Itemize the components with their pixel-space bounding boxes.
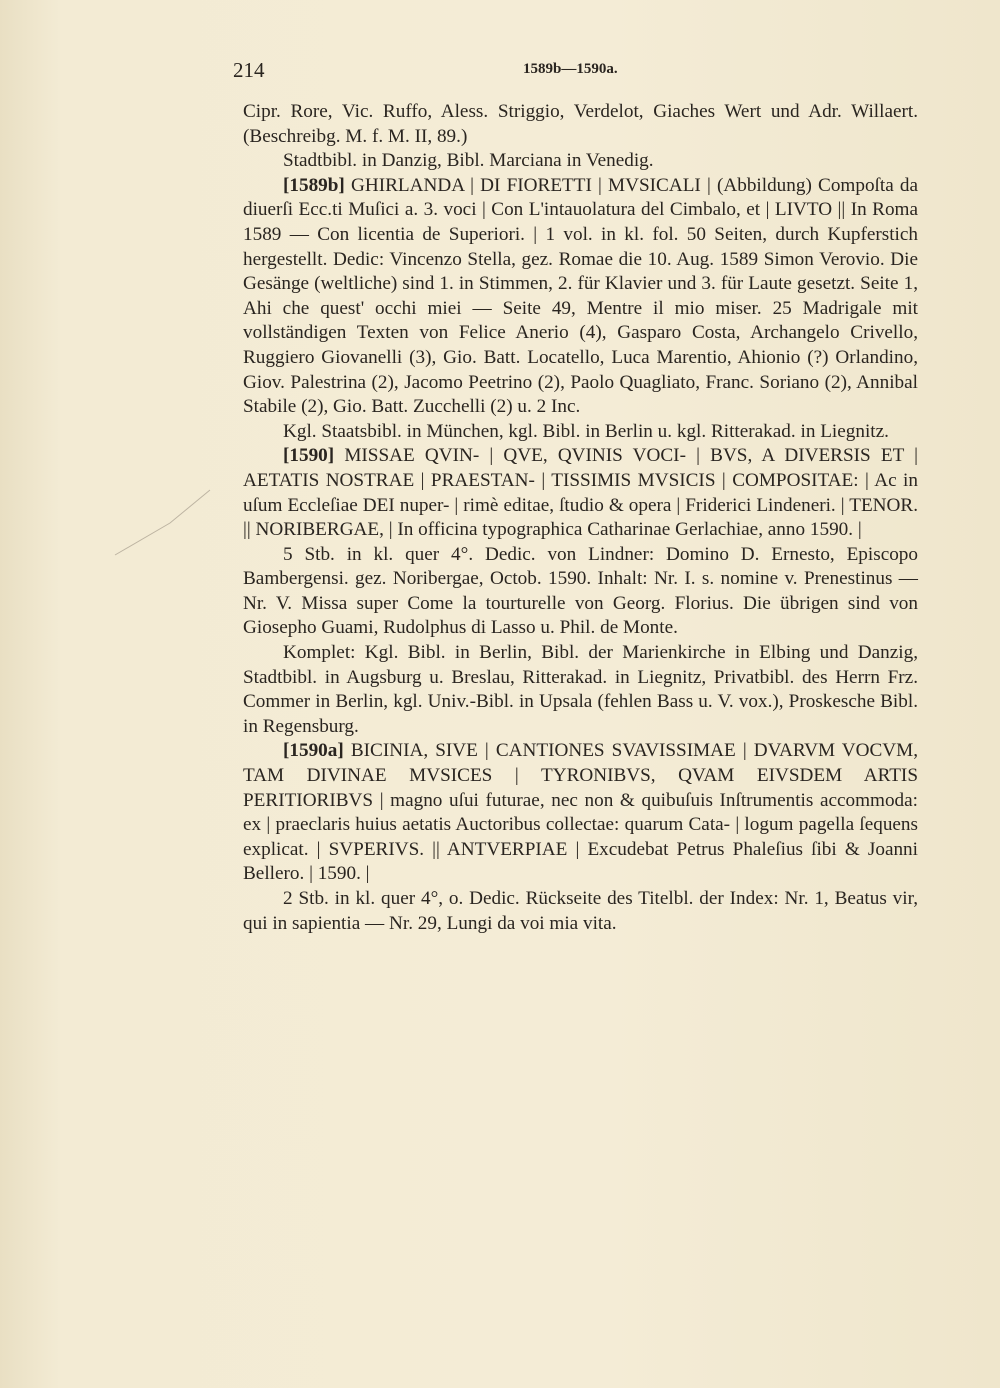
- body-text: [243, 100, 918, 936]
- paragraph-description: 2 Stb. in kl. quer 4°, o. Dedic. Rückseite des Titelbl. der Index: Nr. 1, Beatus vir, qui in sapientia — Nr. 29, Lungi da voi mia vita.: [243, 888, 918, 934]
- paragraph-location: Kgl. Staatsbibl. in München, kgl. Bibl. in Berlin u. kgl. Ritterakad. in Liegnitz.: [283, 420, 889, 442]
- entry-marker: [1590]: [283, 445, 335, 467]
- page-header: [233, 58, 923, 88]
- paragraph-location: Stadtbibl. in Danzig, Bibl. Marciana in Venedig.: [283, 150, 654, 172]
- margin-pencil-mark: [110, 485, 250, 565]
- paragraph-continuation: Cipr. Rore, Vic. Ruffo, Aless. Striggio, Verdelot, Giaches Wert und Adr. Willaert. (Beschreibg. M. f. M. II, 89.): [243, 101, 918, 147]
- paragraph-holdings: Komplet: Kgl. Bibl. in Berlin, Bibl. der Marienkirche in Elbing und Danzig, Stadtbibl. in Augsburg u. Breslau, Ritterakad. in Liegnitz, Privatbibl. des Herrn Frz. Commer in Berlin, kgl. Univ.-Bibl. in Upsala (fehlen Bass u. V. vox.), Proskesche Bibl. in Regensburg.: [243, 642, 918, 737]
- paragraph-description: 5 Stb. in kl. quer 4°. Dedic. von Lindner: Domino D. Ernesto, Episcopo Bambergensi. gez. Noribergae, Octob. 1590. Inhalt: Nr. I. s. nomine v. Prenestinus — Nr. V. Missa super Come la tourturelle von Georg. Florius. Die übrigen sind von Giosepho Guami, Rudolphus di Lasso u. Phil. de Monte.: [243, 543, 918, 639]
- entry-marker: [1589b]: [283, 174, 345, 196]
- entry-1590: [1590] MISSAE QVIN- | QVE, QVINIS VOCI- | BVS, A DIVERSIS ET | AETATIS NOSTRAE | PRAESTAN- | TISSIMIS MVSICIS | COMPOSITAE: | Ac in uſum Eccleſiae DEI nuper- | rimè editae, ſtudio & opera | Friderici Lindeneri. | TENOR. || NORIBERGAE, | In officina typographica Catharinae Gerlachiae, anno 1590. |: [243, 445, 918, 541]
- page-number: 214: [233, 58, 265, 82]
- entry-1590a: [1590a] BICINIA, SIVE | CANTIONES SVAVISSIMAE | DVARVM VOCVM, TAM DIVINAE MVSICES | TYRONIBVS, QVAM EIVSDEM ARTIS PERITIORIBVS | magno uſui futurae, nec non & quibuſuis Inſtrumentis accommoda: ex | praeclaris huius aetatis Auctoribus collectae: quarum Cata- | logum pagella ſequens explicat. | SVPERIVS. || ANTVERPIAE | Excudebat Petrus Phaleſius ſibi & Joanni Bellero. | 1590. |: [243, 740, 918, 885]
- running-title: 1589b—1590a.: [523, 61, 618, 77]
- entry-1589b: [1589b] GHIRLANDA | DI FIORETTI | MVSICALI | (Abbildung) Compoſta da diuerſi Ecc.ti Muſici a. 3. voci | Con L'intauolatura del Cimbalo, et | LIVTO || In Roma 1589 — Con licentia de Superiori. | 1 vol. in kl. fol. 50 Seiten, durch Kupferstich hergestellt. Dedic: Vincenzo Stella, gez. Romae die 10. Aug. 1589 Simon Verovio. Die Gesänge (weltliche) sind 1. in Stimmen, 2. für Klavier und 3. für Laute gesetzt. Seite 1, Ahi che quest' occhi miei — Seite 49, Mentre il mio miser. 25 Madrigale mit vollständigen Texten von Felice Anerio (4), Gasparo Costa, Archangelo Crivello, Ruggiero Giovanelli (3), Gio. Batt. Locatello, Luca Marentio, Ahionio (?) Orlandino, Giov. Palestrina (2), Jacomo Peetrino (2), Paolo Quagliato, Franc. Soriano (2), Annibal Stabile (2), Gio. Batt. Zucchelli (2) u. 2 Inc.: [243, 174, 918, 418]
- entry-marker: [1590a]: [283, 740, 344, 762]
